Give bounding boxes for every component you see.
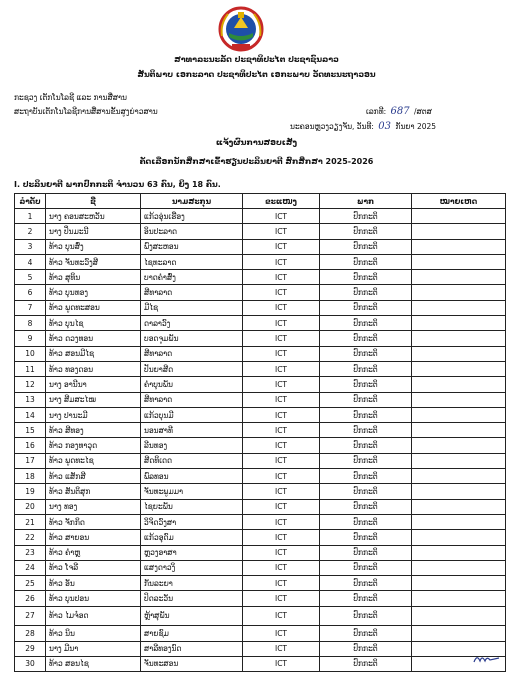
row-note <box>412 469 506 484</box>
row-surname: ແສງດາວງິ <box>141 560 243 575</box>
row-department: ICT <box>243 407 320 422</box>
row-name: ທ້າວ ສຸທິນ <box>46 270 141 285</box>
row-department: ICT <box>243 209 320 224</box>
row-name: ທ້າວ ຈັນທະວົງສີ <box>46 254 141 269</box>
row-surname: ກັນລະຍາ <box>141 576 243 591</box>
header-no: ລຳດັບ <box>15 194 46 209</box>
table-row <box>15 361 506 376</box>
row-department: ICT <box>243 530 320 545</box>
row-department: ICT <box>243 239 320 254</box>
header-program: ພາກ <box>320 194 412 209</box>
table-header-row <box>15 194 506 209</box>
row-program: ປົກກະຕິ <box>320 606 412 626</box>
table-row <box>15 331 506 346</box>
row-name: ນາງ ມີນາ <box>46 641 141 656</box>
institute-name: ສະຖາບັນເຕັກໂນໂລຊີການສື່ສານຂັ້ນສູງຍ່າວສານ <box>14 107 158 116</box>
row-number: 11 <box>15 361 46 376</box>
row-name: ທ້າວ ອັນ <box>46 576 141 591</box>
row-name: ທ້າວ ກອງທາວຸດ <box>46 438 141 453</box>
table-row <box>15 576 506 591</box>
row-program: ປົກກະຕິ <box>320 626 412 641</box>
row-department: ICT <box>243 423 320 438</box>
header-name: ຊື່ <box>46 194 141 209</box>
row-surname: ບອດຈູມພັນ <box>141 331 243 346</box>
row-name: ທ້າວ ດວງທອນ <box>46 331 141 346</box>
row-department: ICT <box>243 656 320 671</box>
row-number: 3 <box>15 239 46 254</box>
row-name: ທ້າວ ບຸນປອນ <box>46 591 141 606</box>
row-department: ICT <box>243 300 320 315</box>
row-program: ປົກກະຕິ <box>320 254 412 269</box>
row-note <box>412 514 506 529</box>
row-note <box>412 423 506 438</box>
document-date <box>290 121 436 132</box>
row-surname: ສາຍຊົມ <box>141 626 243 641</box>
row-department: ICT <box>243 254 320 269</box>
table-row <box>15 316 506 331</box>
row-name: ທ້າວ ແສັກສີ <box>46 469 141 484</box>
table-row <box>15 300 506 315</box>
row-note <box>412 209 506 224</box>
row-note <box>412 606 506 626</box>
row-program: ປົກກະຕິ <box>320 469 412 484</box>
row-program: ປົກກະຕິ <box>320 392 412 407</box>
row-name: ທ້າວ ສາຍອນ <box>46 530 141 545</box>
row-name: ນາງ ສີມສະໄໝ <box>46 392 141 407</box>
row-surname: ຫຼວງອາສາ <box>141 545 243 560</box>
row-surname: ແກ້ວອຸດົມ <box>141 530 243 545</box>
row-number: 17 <box>15 453 46 468</box>
row-note <box>412 560 506 575</box>
row-number: 4 <box>15 254 46 269</box>
row-number: 22 <box>15 530 46 545</box>
table-row <box>15 545 506 560</box>
row-program: ປົກກະຕິ <box>320 576 412 591</box>
table-row <box>15 484 506 499</box>
row-note <box>412 331 506 346</box>
row-department: ICT <box>243 361 320 376</box>
row-name: ທ້າວ ທອງດອນ <box>46 361 141 376</box>
table-row <box>15 656 506 671</box>
table-row <box>15 626 506 641</box>
row-department: ICT <box>243 560 320 575</box>
row-department: ICT <box>243 576 320 591</box>
row-department: ICT <box>243 438 320 453</box>
row-surname: ສີທາລາດ <box>141 346 243 361</box>
header-department: ຂະແໜງ <box>243 194 320 209</box>
document-number <box>366 106 432 117</box>
row-surname: ຫຼ້າສຸພັນ <box>141 606 243 626</box>
row-department: ICT <box>243 514 320 529</box>
table-row <box>15 423 506 438</box>
table-row <box>15 346 506 361</box>
table-row <box>15 641 506 656</box>
document-number-suffix: /ສຕສ <box>414 107 432 116</box>
row-program: ປົກກະຕິ <box>320 560 412 575</box>
row-surname: ຈັນທະພູມມາ <box>141 484 243 499</box>
row-surname: ວິຈິດວົງສາ <box>141 514 243 529</box>
row-surname: ພົລທອນ <box>141 469 243 484</box>
row-department: ICT <box>243 626 320 641</box>
row-surname: ປິດລະວັນ <box>141 591 243 606</box>
document-number-label: ເລກທີ: <box>366 107 387 116</box>
row-note <box>412 576 506 591</box>
row-department: ICT <box>243 499 320 514</box>
row-program: ປົກກະຕິ <box>320 484 412 499</box>
row-surname: ປັນຍາສີດ <box>141 361 243 376</box>
row-number: 8 <box>15 316 46 331</box>
row-program: ປົກກະຕິ <box>320 514 412 529</box>
signature-mark <box>472 650 502 666</box>
row-department: ICT <box>243 591 320 606</box>
row-department: ICT <box>243 377 320 392</box>
row-program: ປົກກະຕິ <box>320 346 412 361</box>
row-number: 26 <box>15 591 46 606</box>
row-department: ICT <box>243 392 320 407</box>
row-number: 6 <box>15 285 46 300</box>
row-number: 23 <box>15 545 46 560</box>
row-number: 10 <box>15 346 46 361</box>
row-program: ປົກກະຕິ <box>320 331 412 346</box>
row-note <box>412 545 506 560</box>
row-note <box>412 239 506 254</box>
row-note <box>412 270 506 285</box>
row-program: ປົກກະຕິ <box>320 530 412 545</box>
row-program: ປົກກະຕິ <box>320 239 412 254</box>
row-number: 5 <box>15 270 46 285</box>
row-surname: ສີທາລາດ <box>141 392 243 407</box>
row-name: ທ້າວ ພູດທະສອນ <box>46 300 141 315</box>
document-title: ຄັດເລືອກນັກສຶກສາເຂົ້າຮຽນປະລິນຍາຕີ ສົກສຶກສາ 2025-2026 <box>139 157 374 166</box>
row-number: 30 <box>15 656 46 671</box>
row-number: 25 <box>15 576 46 591</box>
row-department: ICT <box>243 484 320 499</box>
ministry-name: ກະຊວງ ເຕັກໂນໂລຊີ ແລະ ການສື່ສານ <box>14 93 127 102</box>
row-program: ປົກກະຕິ <box>320 591 412 606</box>
row-number: 12 <box>15 377 46 392</box>
row-surname: ຈັນທະສອນ <box>141 656 243 671</box>
row-surname: ພົງສະຫອນ <box>141 239 243 254</box>
section-heading: I. ປະລິນຍາຕີ ພາກປົກກະຕິ ຈຳນວນ 63 ຄົນ, ຍິງ 18 ຄົນ. <box>14 180 221 189</box>
date-day: 03 <box>378 121 392 132</box>
row-department: ICT <box>243 270 320 285</box>
notice-title: ແຈ້ງຜົນການສອບເສັງ <box>215 138 298 147</box>
row-surname: ອິນປະລາດ <box>141 224 243 239</box>
row-note <box>412 484 506 499</box>
row-name: ນາງ ທອງ <box>46 499 141 514</box>
row-name: ທ້າວ ບຸນທອງ <box>46 285 141 300</box>
row-note <box>412 377 506 392</box>
row-surname: ດາລາວົງ <box>141 316 243 331</box>
table-row <box>15 285 506 300</box>
row-surname: ໄຊທະລາດ <box>141 254 243 269</box>
row-note <box>412 224 506 239</box>
row-name: ທ້າວ ນິນ <box>46 626 141 641</box>
table-row <box>15 560 506 575</box>
row-department: ICT <box>243 224 320 239</box>
table-row <box>15 530 506 545</box>
row-number: 19 <box>15 484 46 499</box>
date-prefix: ນະຄອນຫຼວງວຽງຈັນ, ວັນທີ: <box>290 122 374 131</box>
row-department: ICT <box>243 346 320 361</box>
table-row <box>15 270 506 285</box>
row-surname: ສີທາລາດ <box>141 285 243 300</box>
table-row <box>15 209 506 224</box>
student-table <box>14 193 506 672</box>
row-note <box>412 530 506 545</box>
table-row <box>15 453 506 468</box>
row-department: ICT <box>243 641 320 656</box>
row-name: ທ້າວ ໂຈລີ <box>46 560 141 575</box>
row-name: ນາງ ຄອນສະຫວັນ <box>46 209 141 224</box>
table-row <box>15 254 506 269</box>
row-program: ປົກກະຕິ <box>320 361 412 376</box>
row-note <box>412 300 506 315</box>
row-note <box>412 626 506 641</box>
row-department: ICT <box>243 285 320 300</box>
row-number: 29 <box>15 641 46 656</box>
table-row <box>15 499 506 514</box>
row-program: ປົກກະຕິ <box>320 209 412 224</box>
row-program: ປົກກະຕິ <box>320 300 412 315</box>
row-program: ປົກກະຕິ <box>320 316 412 331</box>
table-row <box>15 224 506 239</box>
row-number: 15 <box>15 423 46 438</box>
row-program: ປົກກະຕິ <box>320 224 412 239</box>
table-row <box>15 591 506 606</box>
national-emblem-icon <box>216 6 266 52</box>
date-month-year: ກັນຍາ 2025 <box>395 122 437 131</box>
table-row <box>15 606 506 626</box>
row-program: ປົກກະຕິ <box>320 499 412 514</box>
row-surname: ນອນສາທີ <box>141 423 243 438</box>
row-surname: ສີດທິເດດ <box>141 453 243 468</box>
row-name: ທ້າວ ສອນມີໄຊ <box>46 346 141 361</box>
row-surname: ໄຊຍະພັນ <box>141 499 243 514</box>
row-surname: ແກ້ວອຸ່ນເຮືອງ <box>141 209 243 224</box>
header-surname: ນາມສະກຸນ <box>141 194 243 209</box>
row-number: 27 <box>15 606 46 626</box>
row-program: ປົກກະຕິ <box>320 407 412 422</box>
row-name: ນາງ ອານີນາ <box>46 377 141 392</box>
row-department: ICT <box>243 469 320 484</box>
row-program: ປົກກະຕິ <box>320 453 412 468</box>
row-name: ທ້າວ ພູດທະໄຊ <box>46 453 141 468</box>
table-row <box>15 469 506 484</box>
table-row <box>15 239 506 254</box>
row-number: 1 <box>15 209 46 224</box>
row-program: ປົກກະຕິ <box>320 285 412 300</box>
row-department: ICT <box>243 606 320 626</box>
row-department: ICT <box>243 316 320 331</box>
row-number: 28 <box>15 626 46 641</box>
document-number-value: 687 <box>390 106 410 117</box>
table-row <box>15 377 506 392</box>
row-program: ປົກກະຕິ <box>320 641 412 656</box>
row-note <box>412 591 506 606</box>
row-number: 21 <box>15 514 46 529</box>
row-surname: ບາດຄຳສົ່ງ <box>141 270 243 285</box>
row-surname: ແກ້ວບຸນມີ <box>141 407 243 422</box>
row-number: 14 <box>15 407 46 422</box>
row-name: ທ້າວ ໄມຈ໋ອດ <box>46 606 141 626</box>
row-program: ປົກກະຕິ <box>320 438 412 453</box>
row-surname: ລີນທອງ <box>141 438 243 453</box>
row-name: ທ້າວ ບຸນສົ່ງ <box>46 239 141 254</box>
row-number: 9 <box>15 331 46 346</box>
row-note <box>412 407 506 422</box>
row-number: 13 <box>15 392 46 407</box>
row-program: ປົກກະຕິ <box>320 423 412 438</box>
row-note <box>412 499 506 514</box>
row-department: ICT <box>243 545 320 560</box>
row-name: ນາງ ປິ່ນມະນີ <box>46 224 141 239</box>
row-number: 2 <box>15 224 46 239</box>
row-department: ICT <box>243 453 320 468</box>
row-name: ທ້າວ ສີທອງ <box>46 423 141 438</box>
row-number: 24 <box>15 560 46 575</box>
row-program: ປົກກະຕິ <box>320 270 412 285</box>
row-name: ທ້າວ ບຸນໄຊ <box>46 316 141 331</box>
row-name: ທ້າວ ສອນໄຊ <box>46 656 141 671</box>
row-note <box>412 361 506 376</box>
row-surname: ມີໄຊ <box>141 300 243 315</box>
table-row <box>15 514 506 529</box>
row-name: ນາງ ປານະມີ <box>46 407 141 422</box>
row-program: ປົກກະຕິ <box>320 545 412 560</box>
row-department: ICT <box>243 331 320 346</box>
header-note: ໝາຍເຫດ <box>412 194 506 209</box>
row-surname: ຄຳບຸນພັນ <box>141 377 243 392</box>
row-name: ທ້າວ ຈັກກິດ <box>46 514 141 529</box>
row-program: ປົກກະຕິ <box>320 656 412 671</box>
country-title: ສາທາລະນະລັດ ປະຊາທິປະໄຕ ປະຊາຊົນລາວ <box>174 55 339 64</box>
row-note <box>412 254 506 269</box>
row-number: 16 <box>15 438 46 453</box>
row-note <box>412 438 506 453</box>
row-number: 18 <box>15 469 46 484</box>
row-name: ທ້າວ ຄຳຫຼ <box>46 545 141 560</box>
row-note <box>412 346 506 361</box>
row-number: 7 <box>15 300 46 315</box>
row-name: ທ້າວ ສັນຕິສຸກ <box>46 484 141 499</box>
country-motto: ສັນຕິພາບ ເອກະລາດ ປະຊາທິປະໄຕ ເອກະພາບ ວັດທະນະຖາວອນ <box>137 70 376 79</box>
row-note <box>412 285 506 300</box>
row-surname: ສາລີທອງນົດ <box>141 641 243 656</box>
row-number: 20 <box>15 499 46 514</box>
table-row <box>15 438 506 453</box>
row-program: ປົກກະຕິ <box>320 377 412 392</box>
row-note <box>412 392 506 407</box>
table-row <box>15 407 506 422</box>
row-note <box>412 453 506 468</box>
row-note <box>412 316 506 331</box>
table-row <box>15 392 506 407</box>
